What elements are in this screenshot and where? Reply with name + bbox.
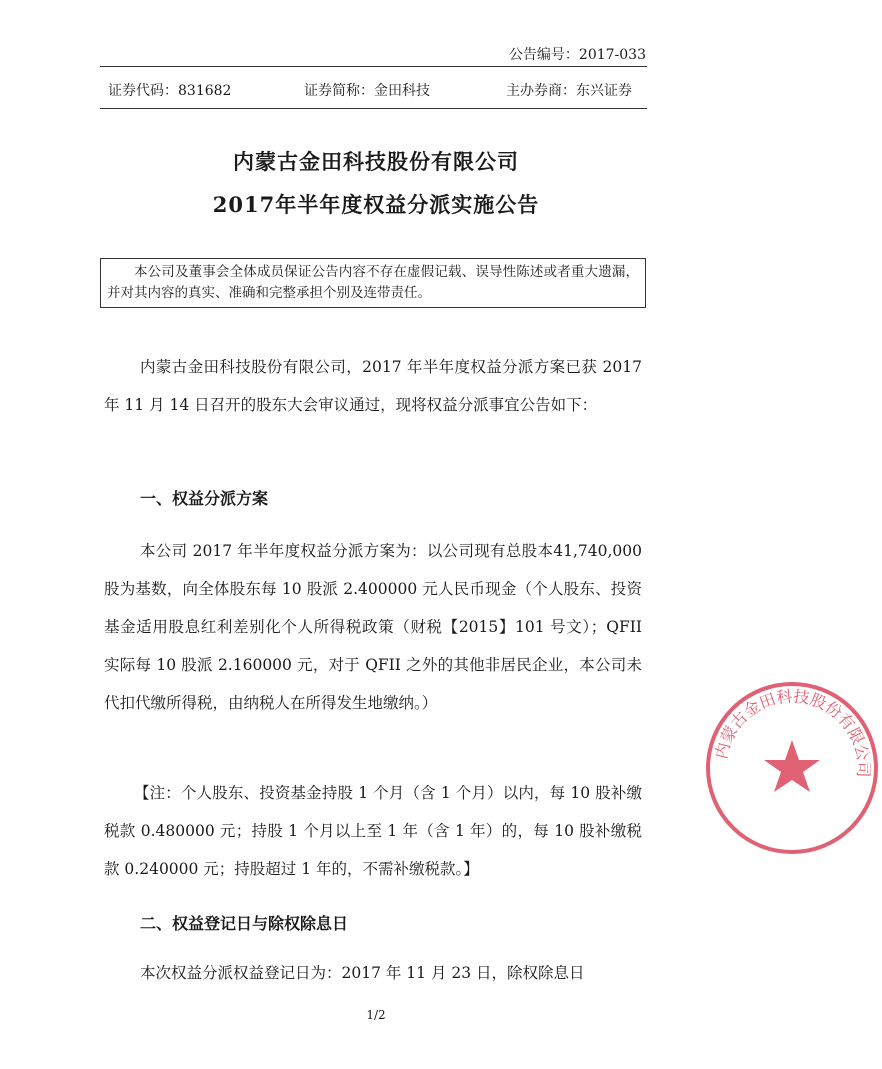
broker: 主办券商：东兴证券 xyxy=(506,83,632,99)
section1-body: 本公司 2017 年半年度权益分派方案为：以公司现有总股本41,740,000 股为基数，向全体股东每 10 股派 2.400000 元人民币现金（个人股东、投资基金适用股息红利差别化个人所得税政策（财税【2015】101 号文）；QFII 实际每 10 股派 2.160000 元，对于 QFII 之外的其他非居民企业，本公司未代扣代缴所得税，由纳税人在所得发生地缴纳。） xyxy=(104,542,642,712)
stock-name: 证券简称：金田科技 xyxy=(304,83,430,99)
section2-heading: 二、权益登记日与除权除息日 xyxy=(140,914,349,933)
section2-body: 本次权益分派权益登记日为：2017 年 11 月 23 日，除权除息日 xyxy=(140,964,585,982)
info-rule xyxy=(100,108,647,109)
header-rule xyxy=(100,66,647,67)
announcement-number: 公告编号：2017-033 xyxy=(508,47,646,63)
company-seal xyxy=(702,678,882,858)
section1-note: 【注：个人股东、投资基金持股 1 个月（含 1 个月）以内，每 10 股补缴税款 0.480000 元；持股 1 个月以上至 1 年（含 1 年）的，每 10 股补缴税款 0.240000 元；持股超过 1 年的，不需补缴税款。】 xyxy=(104,784,642,878)
intro-paragraph: 内蒙古金田科技股份有限公司，2017 年半年度权益分派方案已获 2017 年 11 月 14 日召开的股东大会审议通过，现将权益分派事宜公告如下： xyxy=(104,358,642,414)
disclaimer-box: 本公司及董事会全体成员保证公告内容不存在虚假记载、误导性陈述或者重大遗漏，并对其内容的真实、准确和完整承担个别及连带责任。 xyxy=(100,258,646,308)
section1-heading: 一、权益分派方案 xyxy=(140,489,269,508)
seal-text: 内蒙古金田科技股份有限公司 xyxy=(711,686,874,778)
stock-code: 证券代码：831682 xyxy=(108,83,232,99)
document-subtitle: 2017年半年度权益分派实施公告 xyxy=(212,192,540,217)
page-number: 1/2 xyxy=(366,1008,386,1022)
document-title: 内蒙古金田科技股份有限公司 xyxy=(233,149,519,174)
